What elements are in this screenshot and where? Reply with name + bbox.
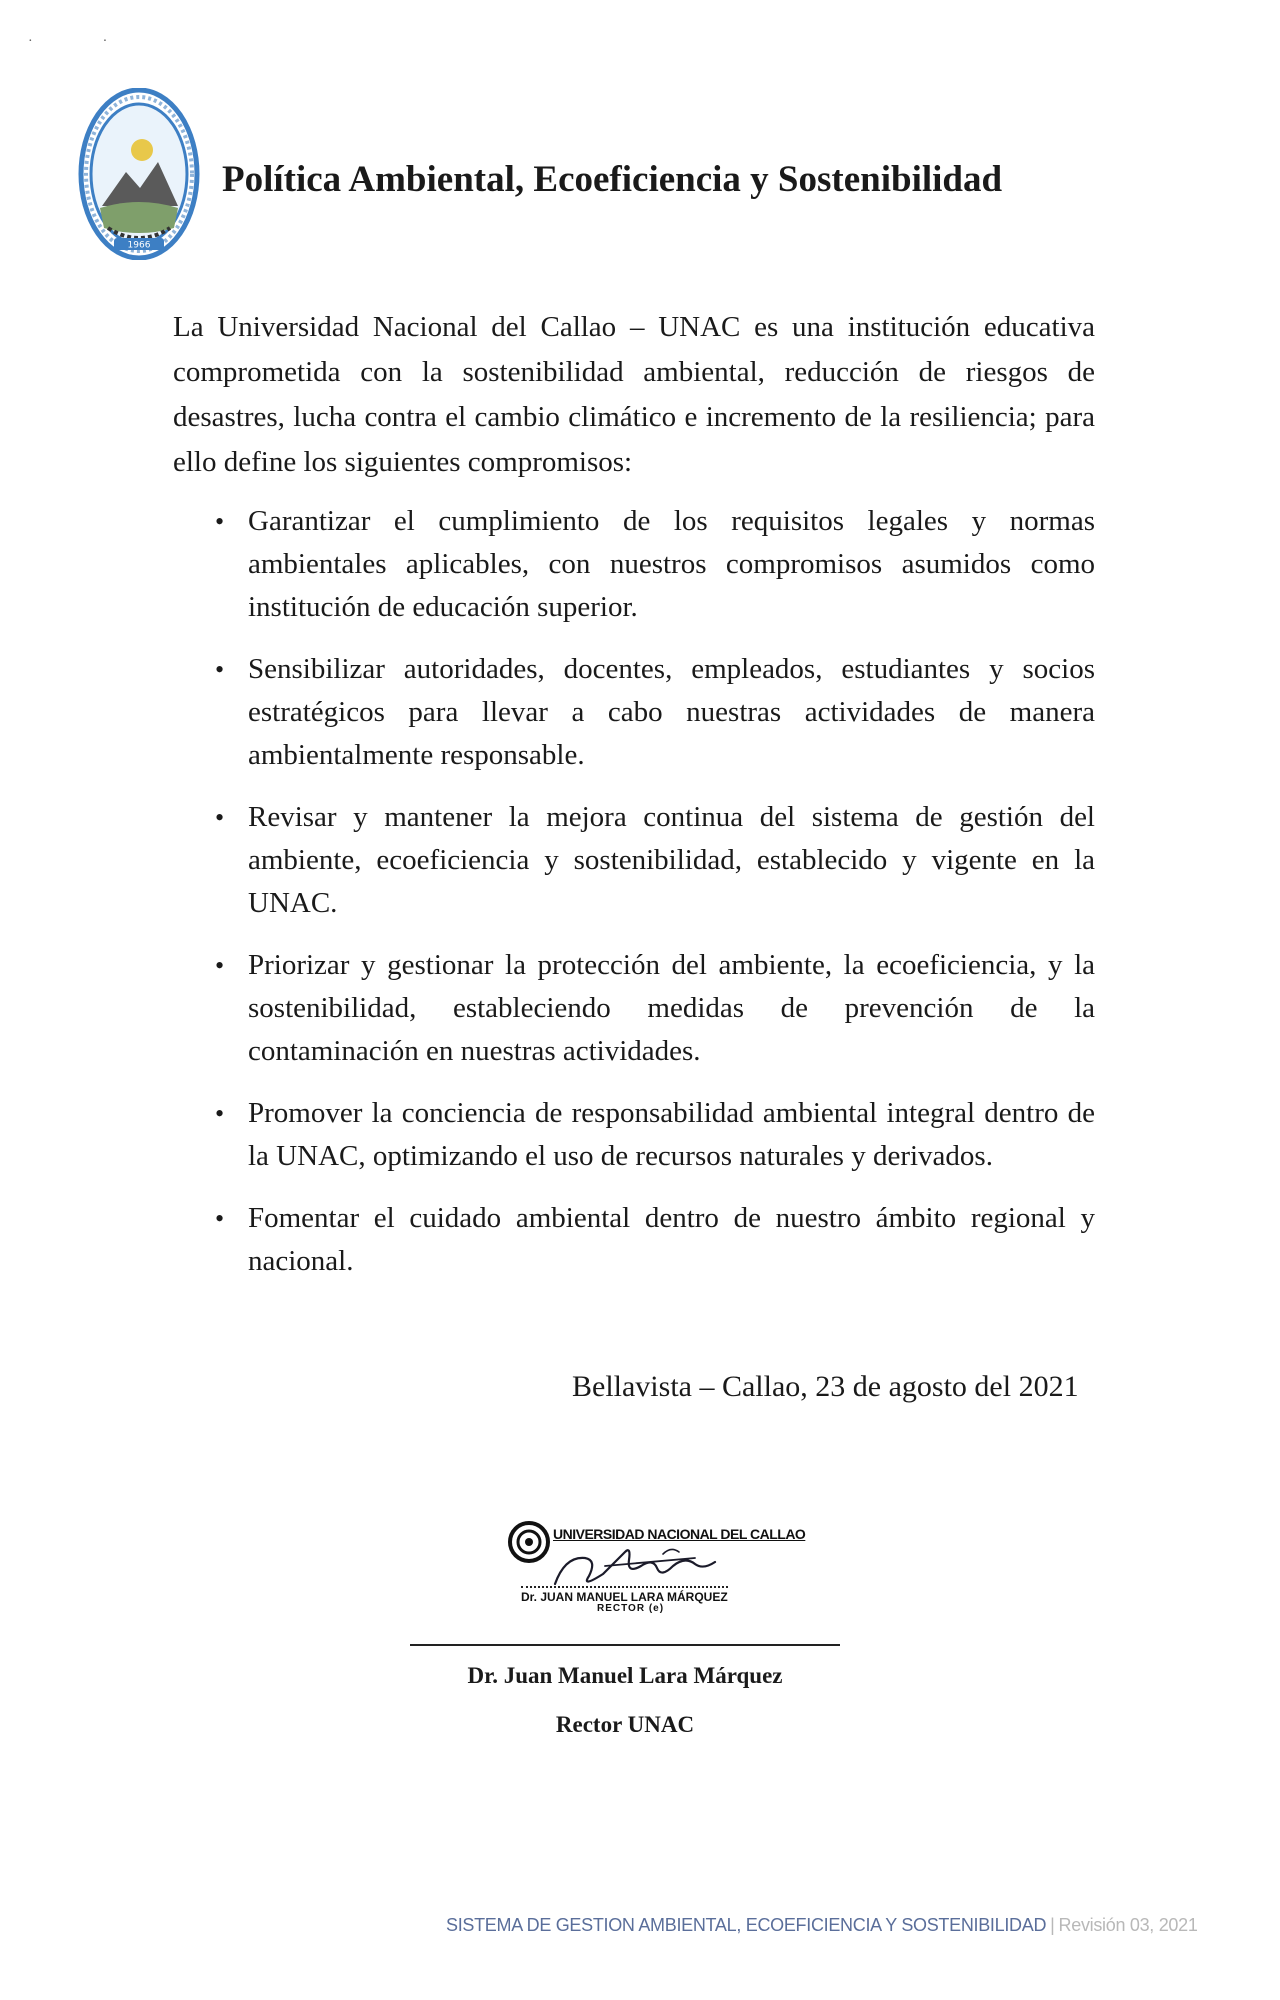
commitment-text: Promover la conciencia de responsabilidad ambiental integral dentro de la UNAC, optimizando el uso de recursos naturales y derivados. xyxy=(248,1097,1095,1172)
footer-revision: Revisión 03, 2021 xyxy=(1058,1915,1198,1935)
signature-line xyxy=(410,1644,840,1646)
commitment-text: Revisar y mantener la mejora continua del sistema de gestión del ambiente, ecoeficiencia y sostenibilidad, establecido y vigente en la UNAC. xyxy=(248,801,1095,919)
stamp-institution: UNIVERSIDAD NACIONAL DEL CALLAO xyxy=(553,1526,806,1542)
seal-year: 1966 xyxy=(127,240,151,251)
footer-separator: | xyxy=(1050,1915,1055,1935)
bullet-icon: • xyxy=(215,803,225,832)
signer-role: Rector UNAC xyxy=(555,1712,695,1737)
commitment-text: Fomentar el cuidado ambiental dentro de nuestro ámbito regional y nacional. xyxy=(248,1202,1095,1277)
seal-sun xyxy=(131,139,153,161)
intro-paragraph: La Universidad Nacional del Callao – UNAC es una institución educativa comprometida con la sostenibilidad ambiental, reducción de riesgos de desastres, lucha contra el cambio climático e incremento de la resiliencia; para ello define los siguientes compromisos: xyxy=(173,311,1095,478)
list-item xyxy=(173,1092,1095,1178)
bullet-icon: • xyxy=(215,1204,225,1233)
scan-marks xyxy=(28,34,177,50)
scan-dot: · xyxy=(28,34,103,49)
commitments-list xyxy=(173,500,1095,1302)
footer-system-name: SISTEMA DE GESTION AMBIENTAL, ECOEFICIENCIA Y SOSTENIBILIDAD xyxy=(446,1915,1047,1935)
document-title: Política Ambiental, Ecoeficiencia y Sostenibilidad xyxy=(222,159,1003,200)
scan-dot: · xyxy=(102,34,178,49)
stamp-name: Dr. JUAN MANUEL LARA MÁRQUEZ xyxy=(521,1586,728,1604)
date-line: Bellavista – Callao, 23 de agosto del 2021 xyxy=(572,1370,1079,1403)
bullet-icon: • xyxy=(215,951,225,980)
commitment-text: Sensibilizar autoridades, docentes, empleados, estudiantes y socios estratégicos para llevar a cabo nuestras actividades de manera ambientalmente responsable. xyxy=(248,653,1095,771)
commitment-text: Garantizar el cumplimiento de los requisitos legales y normas ambientales aplicables, con nuestros compromisos asumidos como institución de educación superior. xyxy=(248,505,1095,623)
bullet-icon: • xyxy=(215,655,225,684)
stamp-role: RECTOR (e) xyxy=(597,1603,665,1614)
list-item xyxy=(173,648,1095,777)
university-seal xyxy=(78,88,200,260)
list-item xyxy=(173,1197,1095,1283)
list-item xyxy=(173,500,1095,629)
bullet-icon: • xyxy=(215,507,225,536)
signer-name: Dr. Juan Manuel Lara Márquez xyxy=(467,1663,783,1688)
commitment-text: Priorizar y gestionar la protección del ambiente, la ecoeficiencia, y la sostenibilidad, estableciendo medidas de prevención de la contaminación en nuestras actividades. xyxy=(248,949,1095,1067)
list-item xyxy=(173,796,1095,925)
bullet-icon: • xyxy=(215,1099,225,1128)
rector-stamp xyxy=(505,1508,806,1618)
footer xyxy=(446,1915,1198,1936)
list-item xyxy=(173,944,1095,1073)
